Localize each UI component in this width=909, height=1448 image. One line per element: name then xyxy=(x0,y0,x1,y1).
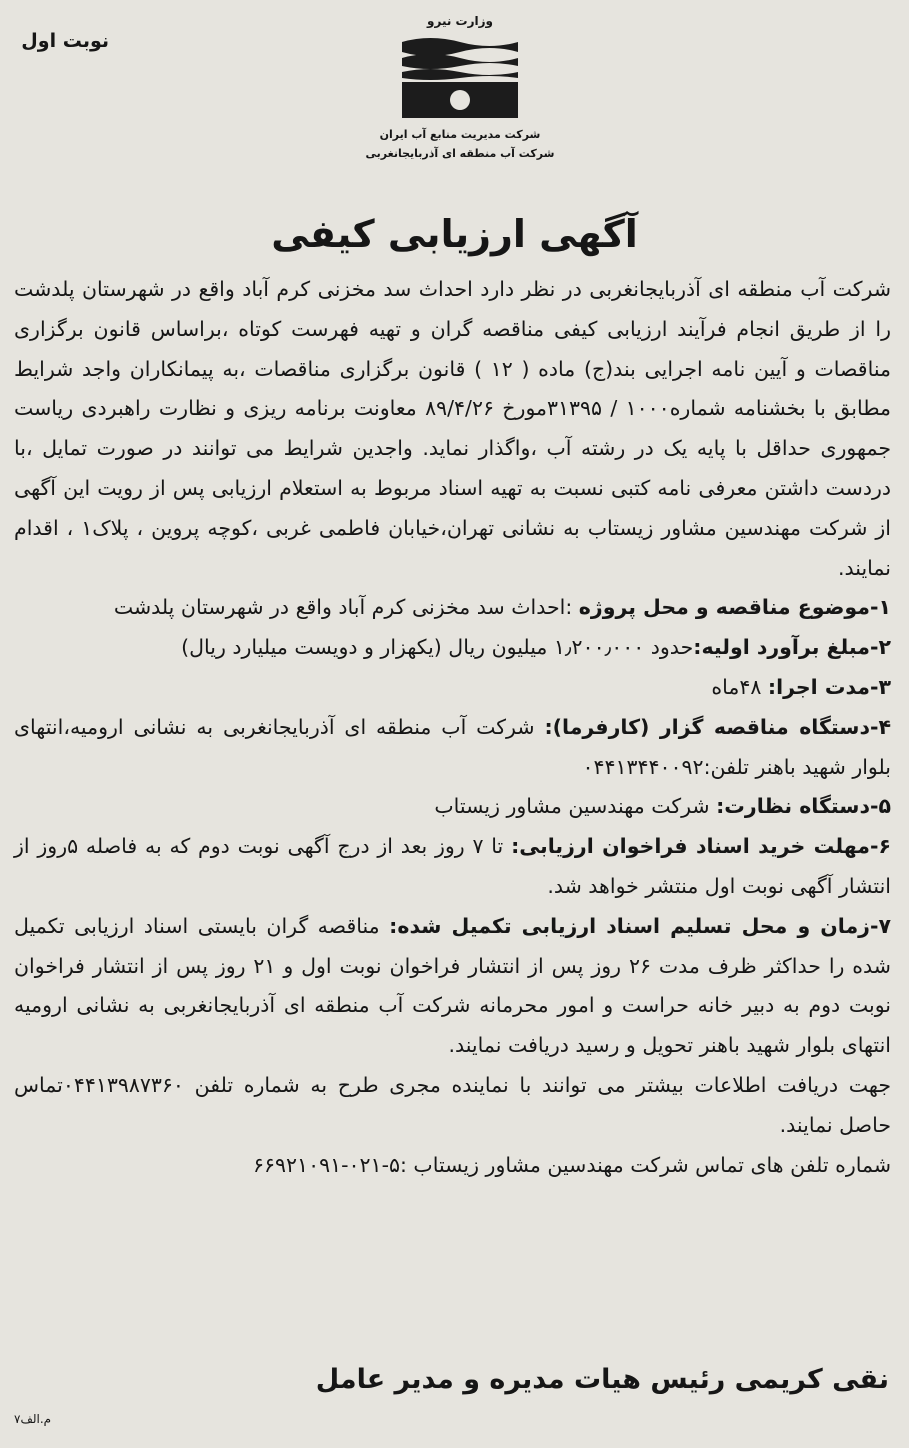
notice-code: م.الف۷ xyxy=(14,1412,52,1426)
intro-paragraph: شرکت آب منطقه ای آذربایجانغربی در نظر دارد احداث سد مخزنی کرم آباد واقع در شهرستان پلدشت را از طریق انجام فرآیند ارزیابی کیفی مناقصه گران و تهیه فهرست کوتاه ،براساس قانون برگزاری مناقصات و آیین نامه اجرایی بند(ج) ماده ( ۱۲ ) قانون برگزاری مناقصات ،به پیمانکاران واجد شرایط مطابق با بخشنامه شماره۱۰۰۰ / ۳۱۳۹۵مورخ ۸۹/۴/۲۶ معاونت برنامه ریزی و نظارت راهبردی ریاست جمهوری حداقل با پایه یک در رشته آب ،واگذار نماید. واجدین شرایط می توانند در صورت تمایل ،با دردست داشتن معرفی نامه کتبی نسبت به تهیه اسناد مربوط به استعلام ارزیابی پس از رویت این آگهی از شرکت مهندسین مشاور زیستاب به نشانی تهران،خیابان فاطمی غربی ،کوچه پروین ، پلاک۱ ، اقدام نمایند. xyxy=(14,277,891,580)
item-estimated-cost xyxy=(14,628,891,668)
item-submission xyxy=(14,907,891,1066)
item-text: تا ۷ روز بعد از درج آگهی نوبت دوم که به فاصله ۵روز از انتشار آگهی نوبت اول منتشر خواهد شد. xyxy=(14,834,891,898)
item-text: مناقصه گران بایستی اسناد ارزیابی تکمیل شده را حداکثر ظرف مدت ۲۶ روز پس از انتشار فراخوان نوبت اول و ۲۱ روز پس از انتشار فراخوان نوبت دوم به دبیر خانه حراست و امور محرمانه شرکت آب منطقه ای آذربایجانغربی به نشانی ارومیه انتهای بلوار شهید باهنر تحویل و رسید دریافت نمایند. xyxy=(14,913,891,1058)
notice-body xyxy=(14,270,891,1185)
item-text: حدود ۱٫۲۰۰٫۰۰۰ میلیون ریال (یکهزار و دویست میلیارد ریال) xyxy=(181,635,694,660)
item-duration xyxy=(14,668,891,708)
water-company-logo-icon xyxy=(400,34,520,120)
item-label: ۶-مهلت خرید اسناد فراخوان ارزیابی: xyxy=(511,834,891,859)
item-label: ۷-زمان و محل تسلیم اسناد ارزیابی تکمیل شده: xyxy=(389,913,891,938)
item-label: ۲-مبلغ برآورد اولیه: xyxy=(693,635,891,660)
item-label: ۵-دستگاه نظارت: xyxy=(716,794,891,819)
item-text: شرکت مهندسین مشاور زیستاب xyxy=(434,794,717,819)
item-label: ۳-مدت اجرا: xyxy=(767,674,891,699)
item-text: ۴۸ماه xyxy=(711,674,768,699)
header-logo-block xyxy=(340,14,580,160)
item-label: ۴-دستگاه مناقصه گزار (کارفرما): xyxy=(544,714,891,739)
edition-label: نوبت اول xyxy=(21,30,109,52)
signature: نقی کریمی رئیس هیات مدیره و مدیر عامل xyxy=(315,1364,889,1395)
item-employer xyxy=(14,708,891,788)
organization-name-1: شرکت مدیریت منابع آب ایران xyxy=(379,128,541,141)
item-label: ۱-موضوع مناقصه و محل پروژه xyxy=(578,595,891,620)
item-supervisor xyxy=(14,787,891,827)
notice-title: آگهی ارزیابی کیفی xyxy=(271,212,638,256)
item-text: :احداث سد مخزنی کرم آباد واقع در شهرستان پلدشت xyxy=(113,595,579,620)
item-text: شرکت آب منطقه ای آذربایجانغربی به نشانی ارومیه،انتهای بلوار شهید باهنر تلفن:۰۴۴۱۳۴۴۰۰۹۲ xyxy=(14,714,891,779)
consultant-phones: شماره تلفن های تماس شرکت مهندسین مشاور زیستاب :۵-۰۲۱-۶۶۹۲۱۰۹۱ xyxy=(253,1152,891,1177)
organization-name-2: شرکت آب منطقه ای آذربایجانغربی xyxy=(365,147,555,160)
contact-info: جهت دریافت اطلاعات بیشتر می توانند با نماینده مجری طرح به شماره تلفن ۰۴۴۱۳۹۸۷۳۶۰تماس حاصل نمایند. xyxy=(14,1072,891,1137)
item-project-subject xyxy=(14,588,891,628)
ministry-name: وزارت نیرو xyxy=(427,14,493,28)
item-purchase-deadline xyxy=(14,827,891,907)
